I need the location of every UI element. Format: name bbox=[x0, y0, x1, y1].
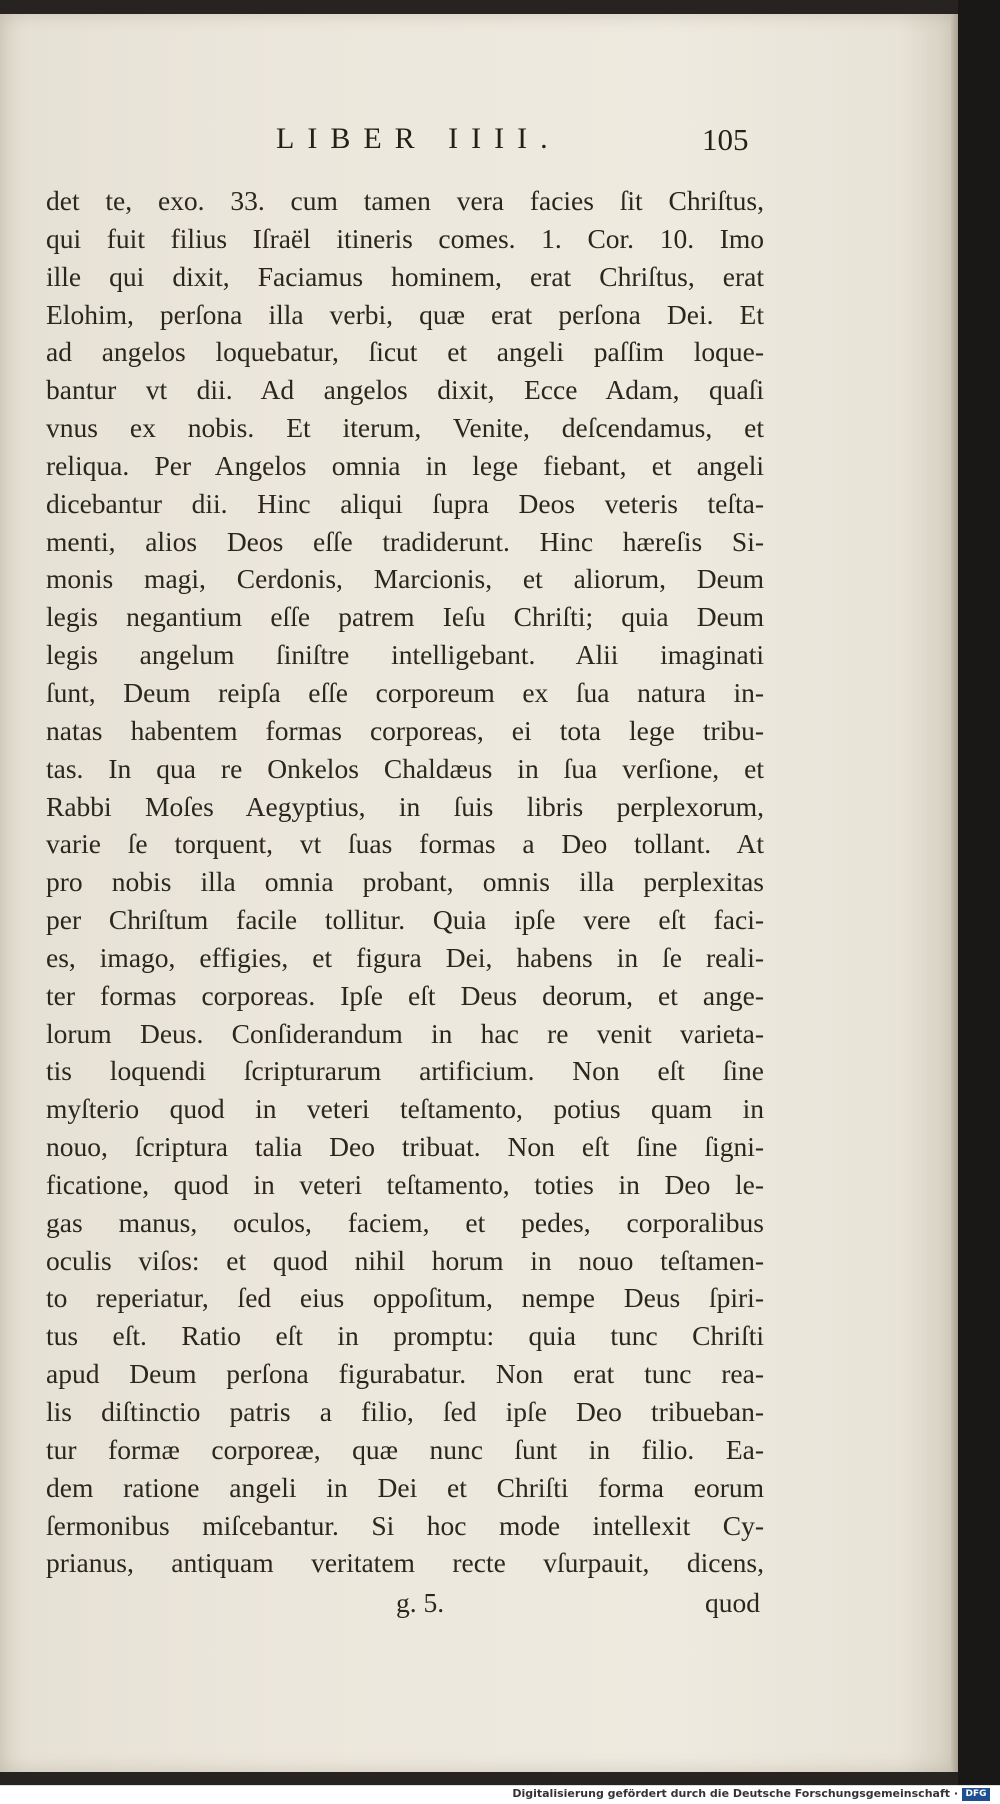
text-line: pro nobis illa omnia probant, omnis illa perplexitas bbox=[46, 866, 764, 898]
text-line: es, imago, effigies, et figura Dei, habens in ſe reali- bbox=[46, 941, 764, 973]
text-line: det te, exo. 33. cum tamen vera facies ſit Chriſtus, bbox=[46, 185, 764, 216]
text-line: ter formas corporeas. Ipſe eſt Deus deorum, et ange- bbox=[46, 979, 764, 1011]
text-line: ſunt, Deum reipſa eſſe corporeum ex ſua natura in- bbox=[46, 676, 764, 708]
book-page bbox=[0, 14, 958, 1772]
text-line: varie ſe torquent, vt ſuas formas a Deo tollant. At bbox=[46, 828, 764, 860]
text-line: legis angelum ſiniſtre intelligebant. Alii imaginati bbox=[46, 639, 764, 671]
text-line: Elohim, perſona illa verbi, quæ erat perſona Dei. Et bbox=[46, 298, 764, 330]
text-line: natas habentem formas corporeas, ei tota lege tribu- bbox=[46, 714, 764, 746]
text-line: dem ratione angeli in Dei et Chriſti forma eorum bbox=[46, 1471, 764, 1503]
text-line: vnus ex nobis. Et iterum, Venite, deſcendamus, et bbox=[46, 412, 764, 444]
text-line: ad angelos loquebatur, ſicut et angeli paſſim loque- bbox=[46, 336, 764, 368]
text-line: qui fuit filius Iſraël itineris comes. 1. Cor. 10. Imo bbox=[46, 222, 764, 254]
text-line: to reperiatur, ſed eius oppoſitum, nempe Deus ſpiri- bbox=[46, 1282, 764, 1314]
running-head: LIBER IIII. bbox=[276, 122, 561, 155]
text-line: gas manus, oculos, faciem, et pedes, corporalibus bbox=[46, 1206, 764, 1238]
funding-credit: Digitalisierung gefördert durch die Deutsche Forschungsgemeinschaft · bbox=[512, 1787, 958, 1800]
text-line: lis diſtinctio patris a filio, ſed ipſe Deo tribueban- bbox=[46, 1396, 764, 1427]
signature-mark: g. 5. bbox=[396, 1587, 445, 1618]
scanner-edge bbox=[958, 0, 1000, 1785]
text-line: ficatione, quod in veteri teſtamento, toties in Deo le- bbox=[46, 1168, 764, 1200]
page-edge bbox=[951, 14, 958, 1772]
digitization-credit-bar bbox=[0, 1785, 1000, 1804]
text-line: ſermonibus miſcebantur. Si hoc mode intellexit Cy- bbox=[46, 1509, 764, 1541]
text-line: per Chriſtum facile tollitur. Quia ipſe vere eſt faci- bbox=[46, 904, 764, 936]
text-line: ille qui dixit, Faciamus hominem, erat Chriſtus, erat bbox=[46, 260, 764, 292]
text-line: tus eſt. Ratio eſt in promptu: quia tunc Chriſti bbox=[46, 1320, 764, 1352]
text-line: Rabbi Moſes Aegyptius, in ſuis libris perplexorum, bbox=[46, 790, 764, 822]
text-line: tas. In qua re Onkelos Chaldæus in ſua verſione, et bbox=[46, 752, 764, 784]
text-line: myſterio quod in veteri teſtamento, potius quam in bbox=[46, 1093, 764, 1125]
text-line: monis magi, Cerdonis, Marcionis, et aliorum, Deum bbox=[46, 563, 764, 595]
text-line: bantur vt dii. Ad angelos dixit, Ecce Adam, quaſi bbox=[46, 374, 764, 406]
text-line: reliqua. Per Angelos omnia in lege fiebant, et angeli bbox=[46, 449, 764, 481]
dfg-logo: DFG bbox=[962, 1788, 990, 1801]
text-line: nouo, ſcriptura talia Deo tribuat. Non eſt ſine ſigni- bbox=[46, 1131, 764, 1163]
text-line: dicebantur dii. Hinc aliqui ſupra Deos veteris teſta- bbox=[46, 487, 764, 519]
text-line: tur formæ corporeæ, quæ nunc ſunt in filio. Ea- bbox=[46, 1433, 764, 1465]
text-line: menti, alios Deos eſſe tradiderunt. Hinc hæreſis Si- bbox=[46, 525, 764, 557]
text-line: legis negantium eſſe patrem Ieſu Chriſti; quia Deum bbox=[46, 601, 764, 633]
page-header bbox=[0, 104, 958, 164]
text-line: lorum Deus. Conſiderandum in hac re venit varieta- bbox=[46, 1017, 764, 1049]
text-line: apud Deum perſona figurabatur. Non erat tunc rea- bbox=[46, 1358, 764, 1390]
page-number: 105 bbox=[702, 122, 749, 157]
text-line: tis loquendi ſcripturarum artificium. Non eſt ſine bbox=[46, 1055, 764, 1087]
catchword: quod bbox=[705, 1587, 760, 1618]
text-line: oculis viſos: et quod nihil horum in nouo teſtamen- bbox=[46, 1244, 764, 1276]
text-line: prianus, antiquam veritatem recte vſurpauit, dicens, bbox=[46, 1547, 764, 1579]
body-text bbox=[46, 182, 764, 1582]
